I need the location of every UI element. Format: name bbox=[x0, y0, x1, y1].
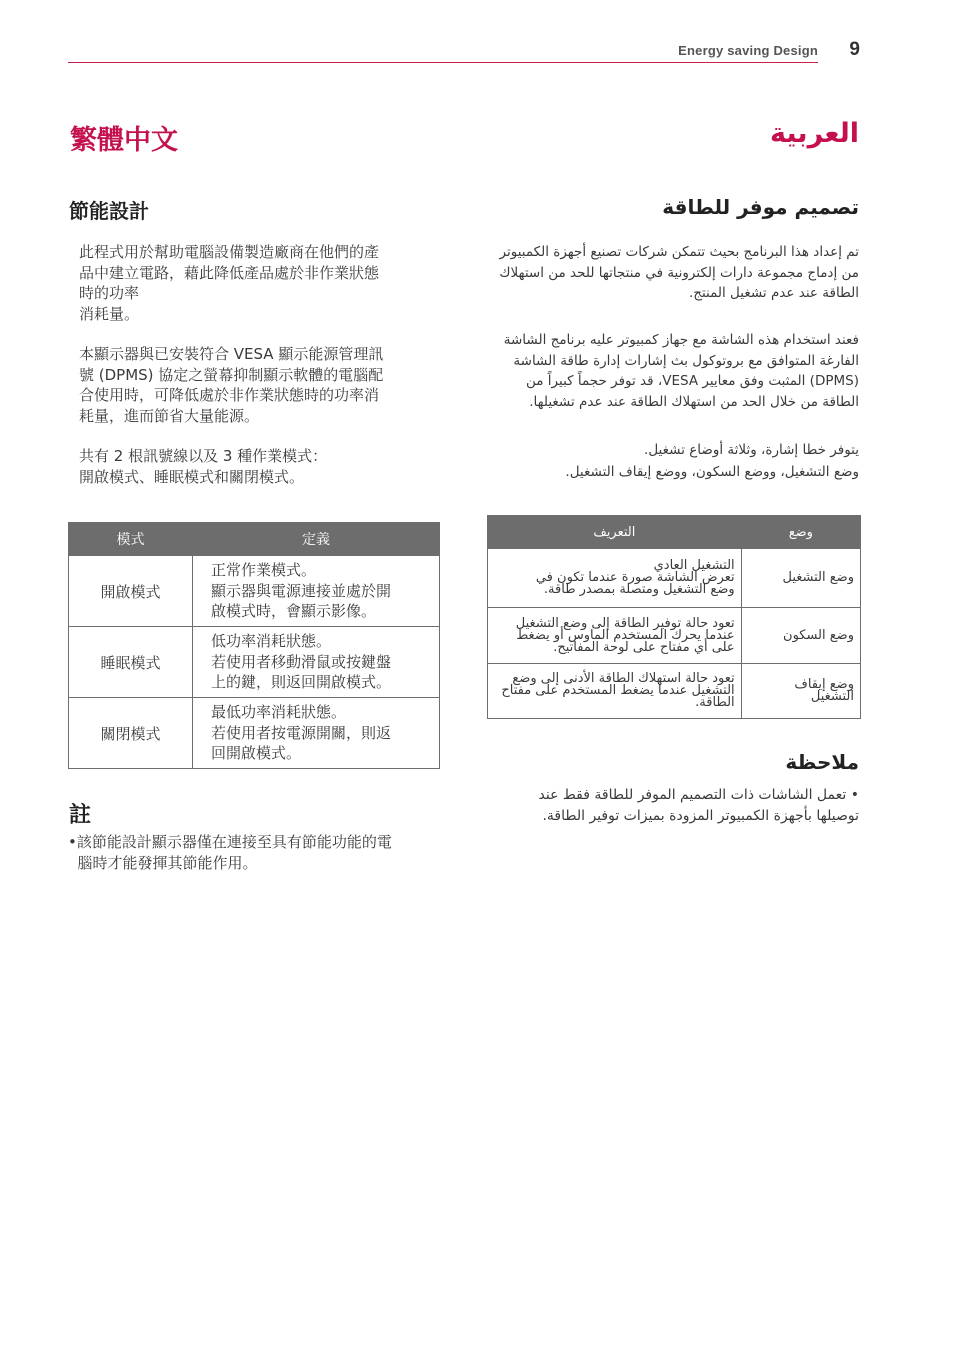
zh-col-mode: 模式 bbox=[69, 523, 193, 556]
zh-def-line: 啟模式時，會顯示影像。 bbox=[210, 602, 376, 621]
ar-def-line: تعرض الشاشة صورة عندما تكون في bbox=[535, 570, 735, 585]
ar-para2-line: الطاقة من خلال الحد من استهلاك الطاقة عند عدم تشغيلها. bbox=[529, 393, 859, 410]
ar-col-mode: وضع bbox=[741, 516, 860, 549]
header-divider bbox=[68, 62, 818, 63]
ar-definition-cell bbox=[488, 549, 742, 608]
zh-definition-cell bbox=[192, 698, 439, 769]
ar-definition-cell bbox=[488, 664, 742, 719]
zh-mode-cell: 關閉模式 bbox=[69, 698, 193, 769]
zh-para1-line: 消耗量。 bbox=[79, 304, 140, 323]
ar-def-line: التشغيل العادي bbox=[653, 558, 735, 573]
ar-col-definition: التعريف bbox=[488, 516, 742, 549]
zh-para2-line: 本顯示器與已安裝符合 VESA 顯示能源管理訊 bbox=[79, 345, 384, 363]
ar-def-line: على أي مفتاح على لوحة المفاتيح. bbox=[553, 639, 735, 655]
ar-para1-line: الطاقة عند عدم تشغيل المنتج. bbox=[688, 285, 859, 301]
zh-para2-line: 耗量，進而節省大量能源。 bbox=[79, 406, 260, 425]
ar-para3-line: وضع التشغيل، ووضع السكون، ووضع إيقاف التشغيل. bbox=[565, 464, 859, 480]
ar-def-line: التشغيل عندما يضغط المستخدم على مفتاح bbox=[501, 683, 735, 698]
zh-note-title: 註 bbox=[69, 803, 92, 828]
header-title: Energy saving Design bbox=[678, 43, 818, 58]
zh-mode-table bbox=[68, 522, 440, 769]
zh-def-line: 上的鍵，則返回開啟模式。 bbox=[210, 673, 391, 692]
zh-para3-line: 共有 2 根訊號線以及 3 種作業模式： bbox=[79, 447, 328, 465]
zh-definition-cell bbox=[192, 556, 439, 627]
ar-def-line: تعود حالة توفير الطاقة إلى وضع التشغيل bbox=[515, 615, 735, 631]
table-row bbox=[69, 556, 440, 627]
ar-note-title: ملاحظة bbox=[785, 750, 859, 774]
zh-note-line: •該節能設計顯示器僅在連接至具有節能功能的電 bbox=[68, 833, 392, 851]
zh-para2-line: 合使用時，可降低處於非作業狀態時的功率消 bbox=[79, 386, 380, 404]
zh-def-line: 若使用者移動滑鼠或按鍵盤 bbox=[210, 652, 391, 671]
zh-mode-cell: 開啟模式 bbox=[69, 556, 193, 627]
zh-definition-cell bbox=[192, 627, 439, 698]
ar-def-line: عندما يحرك المستخدم الماوس أو يضغط bbox=[516, 627, 735, 643]
ar-def-line: وضع التشغيل ومتصلة بمصدر طاقة. bbox=[543, 582, 735, 597]
ar-section-title: تصميم موفر للطاقة bbox=[662, 195, 859, 219]
ar-mode-cell: وضع إيقاف التشغيل bbox=[741, 664, 860, 719]
ar-mode-cell: وضع السكون bbox=[741, 608, 860, 664]
zh-para2-line: 號 (DPMS) 協定之螢幕抑制顯示軟體的電腦配 bbox=[79, 365, 384, 384]
zh-def-line: 低功率消耗狀態。 bbox=[210, 632, 331, 651]
ar-language-title: العربية bbox=[770, 118, 859, 149]
zh-def-line: 最低功率消耗狀態。 bbox=[210, 703, 346, 722]
zh-def-line: 回開啟模式。 bbox=[210, 744, 301, 763]
table-row bbox=[488, 549, 861, 608]
zh-mode-cell: 睡眠模式 bbox=[69, 627, 193, 698]
ar-paragraph-2 bbox=[504, 330, 859, 412]
ar-para2-line: فعند استخدام هذه الشاشة مع جهاز كمبيوتر عليه برنامج الشاشة bbox=[503, 332, 859, 348]
ar-para3-line: يتوفر خطا إشارة، وثلاثة أوضاع تشغيل. bbox=[644, 442, 859, 458]
zh-note-line: 腦時才能發揮其節能作用。 bbox=[68, 853, 258, 872]
zh-def-line: 顯示器與電源連接並處於開 bbox=[210, 581, 391, 600]
zh-para1-line: 此程式用於幫助電腦設備製造廠商在他們的產 bbox=[79, 243, 380, 261]
ar-paragraph-1 bbox=[499, 242, 859, 304]
page-number: 9 bbox=[849, 39, 860, 60]
ar-mode-cell: وضع التشغيل bbox=[741, 549, 860, 608]
zh-paragraph-2 bbox=[79, 344, 383, 426]
ar-para1-line: من إدماج مجموعة دارات إلكترونية في منتجاتها للحد من استهلاك bbox=[499, 264, 859, 281]
zh-col-definition: 定義 bbox=[192, 523, 439, 556]
zh-note bbox=[68, 832, 392, 873]
ar-note-line: • تعمل الشاشات ذات التصميم الموفر للطاقة فقط عند bbox=[538, 787, 859, 803]
ar-note bbox=[539, 785, 860, 827]
zh-paragraph-3 bbox=[79, 446, 327, 487]
table-row bbox=[488, 608, 861, 664]
ar-para2-line: (DPMS) المثبت وفق معايير VESA، قد توفر حجماً كبيراً من bbox=[526, 373, 859, 389]
zh-para1-line: 時的功率 bbox=[79, 284, 140, 302]
table-row bbox=[69, 698, 440, 769]
zh-language-title: 繁體中文 bbox=[70, 125, 178, 156]
zh-para3-line: 開啟模式、睡眠模式和關閉模式。 bbox=[79, 467, 305, 486]
ar-def-line: تعود حالة استهلاك الطاقة الأدنى إلى وضع bbox=[512, 671, 735, 686]
table-row bbox=[488, 664, 861, 719]
ar-mode-table bbox=[487, 515, 861, 719]
ar-def-line: الطاقة. bbox=[695, 695, 735, 710]
zh-def-line: 正常作業模式。 bbox=[210, 561, 316, 580]
ar-para1-line: تم إعداد هذا البرنامج بحيث تتمكن شركات تصنيع أجهزة الكمبيوتر bbox=[499, 244, 859, 260]
zh-section-title: 節能設計 bbox=[69, 199, 149, 223]
ar-definition-cell bbox=[488, 608, 742, 664]
ar-paragraph-3 bbox=[565, 439, 859, 483]
ar-note-line: توصيلها بأجهزة الكمبيوتر المزودة بميزات توفير الطاقة. bbox=[542, 808, 859, 824]
table-row bbox=[69, 627, 440, 698]
ar-para2-line: الفارغة المتوافق مع بروتوكول بث إشارات إدارة طاقة الشاشة bbox=[513, 352, 859, 369]
zh-para1-line: 品中建立電路，藉此降低產品處於非作業狀態 bbox=[79, 263, 380, 282]
zh-def-line: 若使用者按電源開關，則返 bbox=[210, 723, 391, 742]
zh-paragraph-1 bbox=[79, 242, 379, 324]
